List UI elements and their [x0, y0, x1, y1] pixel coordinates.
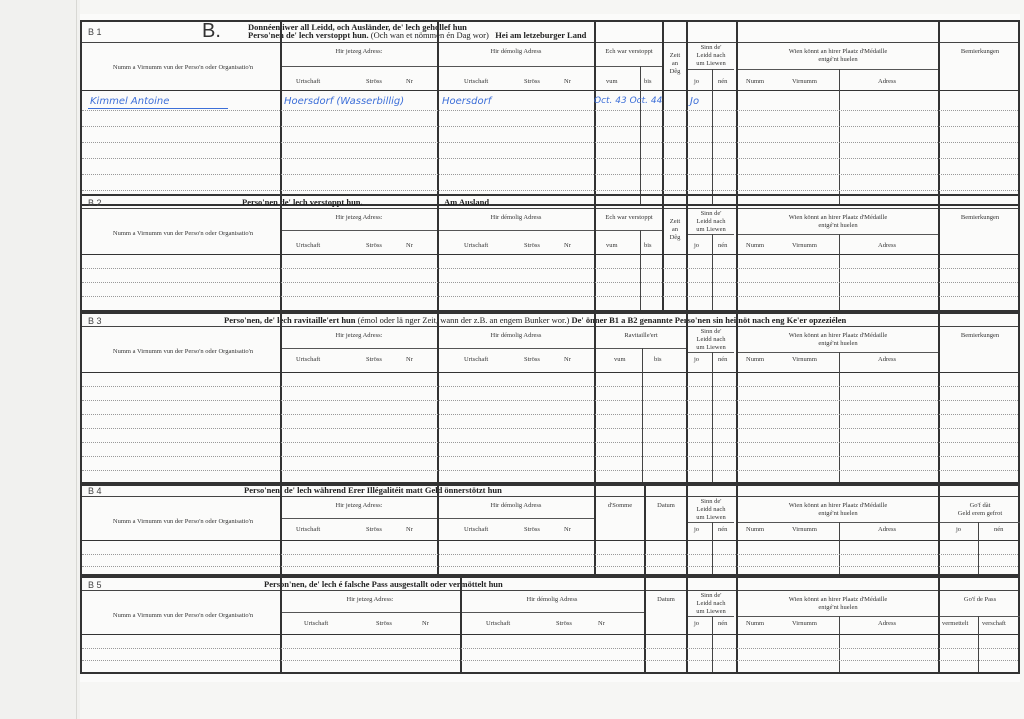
- col-former-address: Hir démolig Adress: [490, 214, 542, 221]
- col-no: nén: [718, 620, 728, 627]
- col-locality-2: Urtschaft: [464, 526, 489, 533]
- section-b1-id: B 1: [88, 27, 102, 37]
- entry-period: Oct. 43 Oct. 44: [594, 96, 663, 106]
- col-locality-2: Urtschaft: [464, 78, 489, 85]
- table-row: [82, 142, 1018, 143]
- col-to: bis: [644, 78, 652, 85]
- col-alive-3: um Liewen: [696, 514, 726, 521]
- col-number-2: Nr: [564, 242, 571, 249]
- col-medal-firstname: Virnumm: [792, 242, 817, 249]
- col-time-1: Zeit: [669, 52, 681, 59]
- table-row: [82, 174, 1018, 175]
- col-to: bis: [654, 356, 662, 363]
- col-money-1: Go'f dàt: [969, 502, 991, 509]
- col-name: Numm a Virnumm vun der Perso'n oder Organisatio'n: [112, 612, 254, 619]
- table-row: [82, 158, 1018, 159]
- col-yes: jo: [694, 78, 700, 85]
- col-to: bis: [644, 242, 652, 249]
- col-money-yes: jo: [956, 526, 962, 533]
- col-name: Numm a Virnumm vun der Perso'n oder Organisatio'n: [112, 64, 254, 71]
- col-from: vum: [606, 78, 618, 85]
- table-row: [82, 648, 1018, 649]
- col-medal-1: Wien könnt an hirer Plaatz d'Médaille: [788, 214, 888, 221]
- section-b3-title-line: [224, 315, 846, 325]
- col-alive-3: um Liewen: [696, 608, 726, 615]
- section-b3-title-note: (émol oder lä nger Zeit, wann der z.B. an engem Bunker wor.): [357, 315, 570, 325]
- col-yes: jo: [694, 526, 700, 533]
- col-alive-1: Sinn de': [700, 210, 722, 217]
- col-current-address: Hir jetzeg Adress:: [335, 214, 383, 221]
- col-medal-name: Numm: [746, 620, 765, 627]
- table-row: [82, 428, 1018, 429]
- table-row: [82, 268, 1018, 269]
- col-issued: verschaft: [982, 620, 1006, 627]
- section-b1-letter: B.: [202, 20, 221, 42]
- section-b1-title-line2: [248, 30, 586, 40]
- col-alive-3: um Liewen: [696, 344, 726, 351]
- col-locality: Urtschaft: [296, 242, 321, 249]
- section-b3-title-end: De' önner B1 a B2 genannte Perso'nen sin hei nöt nach eng Ke'er opzeziélen: [571, 315, 847, 325]
- col-yes: jo: [694, 356, 700, 363]
- col-date: Datum: [657, 502, 675, 509]
- col-money-no: nén: [994, 526, 1004, 533]
- col-medal-firstname: Virnumm: [792, 526, 817, 533]
- col-time-3: Dêg: [669, 234, 681, 241]
- section-b4-id: B 4: [88, 486, 102, 496]
- col-from: vum: [614, 356, 626, 363]
- col-locality: Urtschaft: [296, 356, 321, 363]
- col-remarks: Bemierkungen: [960, 48, 1000, 55]
- section-b3-id: B 3: [88, 316, 102, 326]
- col-name: Numm a Virnumm vun der Perso'n oder Organisatio'n: [112, 348, 254, 355]
- col-medal-1: Wien könnt an hirer Plaatz d'Médaille: [788, 502, 888, 509]
- col-no: nén: [718, 242, 728, 249]
- col-medal-name: Numm: [746, 242, 765, 249]
- section-b3-title: Perso'nen, de' lech ravitaille'ert hun: [224, 315, 356, 325]
- section-b1-title-line1: Donnéen iwer all Leidd, och Ausländer, de' lech gehollef hun: [248, 22, 467, 32]
- col-alive-2: Leidd nach: [696, 506, 726, 513]
- col-number-2: Nr: [564, 356, 571, 363]
- col-current-address: Hir jetzeg Adress:: [335, 332, 383, 339]
- table-row: [82, 126, 1018, 127]
- table-row: [82, 296, 1018, 297]
- table-row: [82, 190, 1018, 191]
- col-alive-3: um Liewen: [696, 226, 726, 233]
- col-street: Ströss: [366, 526, 382, 533]
- col-time-2: an: [671, 226, 679, 233]
- col-medal-1: Wien könnt an hirer Plaatz d'Médaille: [788, 332, 888, 339]
- section-b1-title-end: Hei am letzeburger Land: [495, 30, 587, 40]
- section-b5-id: B 5: [88, 580, 102, 590]
- col-yes: jo: [694, 620, 700, 627]
- col-returned: vermettelt: [942, 620, 969, 627]
- col-street: Ströss: [366, 242, 382, 249]
- section-b5: [80, 576, 1020, 674]
- col-alive-2: Leidd nach: [696, 600, 726, 607]
- section-b1-title-note: (Och wan et nömmen én Dag wor): [370, 30, 489, 40]
- section-b1: [80, 20, 1020, 206]
- col-alive-1: Sinn de': [700, 328, 722, 335]
- col-current-address: Hir jetzeg Adress:: [335, 48, 383, 55]
- col-former-address: Hir démolig Adress: [490, 502, 542, 509]
- col-street-2: Ströss: [524, 526, 540, 533]
- section-b2: [80, 194, 1020, 312]
- section-b5-title: Person'nen, de' lech é falsche Pass ausgestallt oder vermöttelt hun: [264, 579, 503, 589]
- col-date: Datum: [657, 596, 675, 603]
- col-alive-2: Leidd nach: [696, 336, 726, 343]
- col-number-2: Nr: [564, 526, 571, 533]
- col-locality: Urtschaft: [296, 526, 321, 533]
- section-b1-title-main: Perso'nen de' lech verstoppt hun.: [248, 30, 369, 40]
- section-b2-id: B 2: [88, 198, 102, 208]
- table-row: [82, 554, 1018, 555]
- entry-former-address: Hoersdorf: [442, 96, 492, 107]
- col-remarks: Bemierkungen: [960, 332, 1000, 339]
- table-row: [82, 414, 1018, 415]
- col-street-2: Ströss: [524, 242, 540, 249]
- col-street: Ströss: [376, 620, 392, 627]
- col-street-2: Ströss: [524, 356, 540, 363]
- col-number: Nr: [406, 356, 413, 363]
- col-medal-address: Adress: [878, 242, 897, 249]
- col-street-2: Ströss: [556, 620, 572, 627]
- col-former-address: Hir démolig Adress: [490, 332, 542, 339]
- col-locality-2: Urtschaft: [486, 620, 511, 627]
- col-locality: Urtschaft: [296, 78, 321, 85]
- col-former-address: Hir démolig Adress: [490, 48, 542, 55]
- col-street-2: Ströss: [524, 78, 540, 85]
- col-no: nén: [718, 526, 728, 533]
- col-name: Numm a Virnumm vun der Perso'n oder Organisatio'n: [112, 230, 254, 237]
- table-row: [82, 442, 1018, 443]
- page-margin: [0, 0, 80, 719]
- col-passport: Go'f de Pass: [963, 596, 997, 603]
- col-medal-address: Adress: [878, 356, 897, 363]
- col-medal-2: entgé'nt huelen: [818, 604, 858, 611]
- col-medal-firstname: Virnumm: [792, 356, 817, 363]
- col-hidden: Ech war verstoppt: [605, 214, 653, 221]
- col-medal-2: entgé'nt huelen: [818, 510, 858, 517]
- entry-alive-yes: Jo: [690, 96, 700, 107]
- col-current-address: Hir jetzeg Adress:: [346, 596, 394, 603]
- col-street: Ströss: [366, 356, 382, 363]
- entry-current-address: Hoersdorf (Wasserbillig): [284, 96, 405, 107]
- col-medal-2: entgé'nt huelen: [818, 222, 858, 229]
- col-locality-2: Urtschaft: [464, 242, 489, 249]
- section-b3: [80, 312, 1020, 486]
- section-b2-title-end: Am Ausland: [444, 197, 490, 207]
- col-yes: jo: [694, 242, 700, 249]
- col-supplied: Ravitaille'ert: [624, 332, 658, 339]
- col-alive-2: Leidd nach: [696, 52, 726, 59]
- col-current-address: Hir jetzeg Adress:: [335, 502, 383, 509]
- col-street: Ströss: [366, 78, 382, 85]
- col-no: nén: [718, 78, 728, 85]
- col-medal-name: Numm: [746, 356, 765, 363]
- col-time-3: Dêg: [669, 68, 681, 75]
- section-b4-title: Perso'nen, de' lech während Erer Illégalitéit matt Geld önnerstötzt hun: [244, 485, 502, 495]
- form-sheet: [80, 14, 1020, 682]
- col-medal-2: entgé'nt huelen: [818, 340, 858, 347]
- col-medal-name: Numm: [746, 78, 765, 85]
- table-row: [82, 400, 1018, 401]
- col-sum: d'Somme: [607, 502, 633, 509]
- page-fold-line: [76, 0, 77, 719]
- col-alive-1: Sinn de': [700, 44, 722, 51]
- col-medal-firstname: Virnumm: [792, 78, 817, 85]
- col-number-2: Nr: [598, 620, 605, 627]
- col-number: Nr: [406, 78, 413, 85]
- table-row: [82, 566, 1018, 567]
- col-alive-3: um Liewen: [696, 60, 726, 67]
- table-row: [82, 110, 1018, 111]
- table-row: [82, 660, 1018, 661]
- entry-name: Kimmel Antoine: [90, 96, 170, 107]
- section-b2-title: Perso'nen de' lech verstoppt hun.: [242, 197, 363, 207]
- col-hidden: Ech war verstoppt: [605, 48, 653, 55]
- col-medal-address: Adress: [878, 620, 897, 627]
- col-medal-address: Adress: [878, 526, 897, 533]
- col-locality: Urtschaft: [304, 620, 329, 627]
- col-no: nén: [718, 356, 728, 363]
- col-number: Nr: [406, 242, 413, 249]
- table-row: [82, 470, 1018, 471]
- col-number-2: Nr: [564, 78, 571, 85]
- col-time-2: an: [671, 60, 679, 67]
- col-remarks: Bemierkungen: [960, 214, 1000, 221]
- col-alive-2: Leidd nach: [696, 218, 726, 225]
- col-former-address: Hir démolig Adress: [526, 596, 578, 603]
- col-alive-1: Sinn de': [700, 498, 722, 505]
- col-money-2: Geld erem gefrot: [957, 510, 1003, 517]
- col-medal-firstname: Virnumm: [792, 620, 817, 627]
- table-row: [82, 282, 1018, 283]
- col-from: vum: [606, 242, 618, 249]
- col-medal-address: Adress: [878, 78, 897, 85]
- col-number: Nr: [406, 526, 413, 533]
- col-name: Numm a Virnumm vun der Perso'n oder Organisatio'n: [112, 518, 254, 525]
- col-medal-name: Numm: [746, 526, 765, 533]
- col-medal-1: Wien könnt an hirer Plaatz d'Médaille: [788, 596, 888, 603]
- section-b4: [80, 482, 1020, 576]
- col-medal-2: entgé'nt huelen: [818, 56, 858, 63]
- col-alive-1: Sinn de': [700, 592, 722, 599]
- col-locality-2: Urtschaft: [464, 356, 489, 363]
- table-row: [82, 386, 1018, 387]
- col-medal-1: Wien könnt an hirer Plaatz d'Médaille: [788, 48, 888, 55]
- table-row: [82, 456, 1018, 457]
- col-number: Nr: [422, 620, 429, 627]
- col-time-1: Zeit: [669, 218, 681, 225]
